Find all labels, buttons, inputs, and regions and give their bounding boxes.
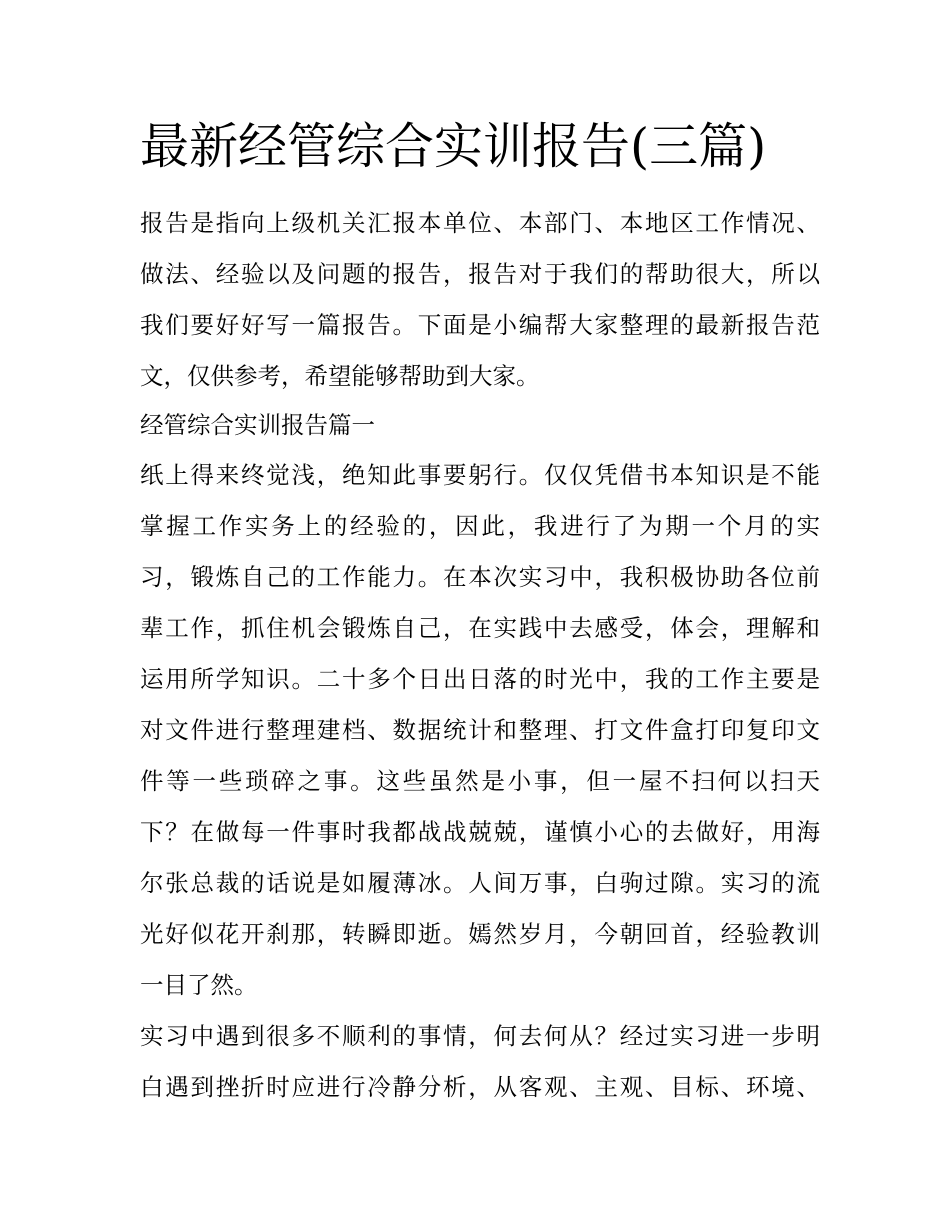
body-line-7: 件等一些琐碎之事。这些虽然是小事，但一屋不扫何以扫天: [140, 767, 820, 795]
intro-line-3: 我们要好好写一篇报告。下面是小编帮大家整理的最新报告范: [140, 311, 820, 339]
body-line-5: 运用所学知识。二十多个日出日落的时光中，我的工作主要是: [140, 665, 820, 693]
body-line-6: 对文件进行整理建档、数据统计和整理、打文件盒打印复印文: [140, 716, 820, 744]
body-line-4: 辈工作，抓住机会锻炼自己，在实践中去感受，体会，理解和: [140, 614, 820, 642]
page-title: 最新经管综合实训报告(三篇): [140, 118, 767, 175]
body-line-11: 一目了然。: [140, 971, 258, 999]
body-line-3: 习，锻炼自己的工作能力。在本次实习中，我积极协助各位前: [140, 563, 820, 591]
body-line-8: 下？在做每一件事时我都战战兢兢，谨慎小心的去做好，用海: [140, 818, 820, 846]
intro-line-1: 报告是指向上级机关汇报本单位、本部门、本地区工作情况、: [140, 209, 820, 237]
body-line-13: 白遇到挫折时应进行冷静分析，从客观、主观、目标、环境、: [140, 1073, 820, 1101]
body-line-1: 纸上得来终觉浅，绝知此事要躬行。仅仅凭借书本知识是不能: [140, 461, 820, 489]
intro-line-4: 文，仅供参考，希望能够帮助到大家。: [140, 362, 540, 390]
body-line-10: 光好似花开刹那，转瞬即逝。嫣然岁月，今朝回首，经验教训: [140, 920, 820, 948]
body-line-12: 实习中遇到很多不顺利的事情，何去何从？经过实习进一步明: [140, 1022, 820, 1050]
body-line-2: 掌握工作实务上的经验的，因此，我进行了为期一个月的实: [140, 512, 820, 540]
section-heading-1: 经管综合实训报告篇一: [140, 411, 375, 439]
body-line-9: 尔张总裁的话说是如履薄冰。人间万事，白驹过隙。实习的流: [140, 869, 820, 897]
intro-line-2: 做法、经验以及问题的报告，报告对于我们的帮助很大，所以: [140, 260, 820, 288]
